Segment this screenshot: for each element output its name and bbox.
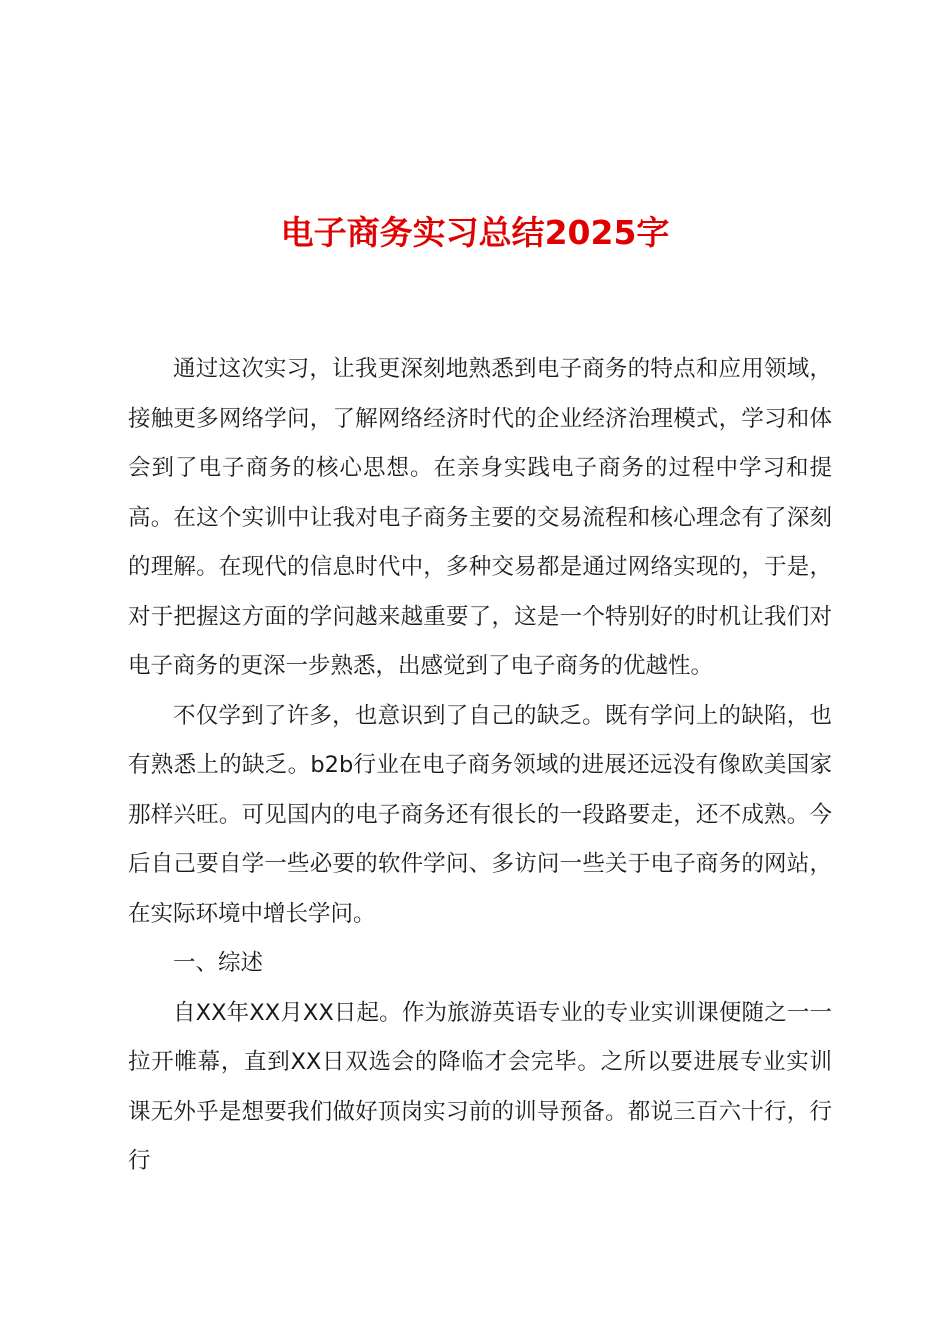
paragraph: 不仅学到了许多，也意识到了自己的缺乏。既有学问上的缺陷，也有熟悉上的缺乏。b2b行业在电子商务领域的进展还远没有像欧美国家那样兴旺。可见国内的电子商务还有很长的一段路要走，还不成熟。今后自己要自学一些必要的软件学问、多访问一些关于电子商务的网站，在实际环境中增长学问。 [128, 702, 832, 927]
document-body [128, 345, 832, 1187]
section-heading: 一、综述 [173, 950, 264, 976]
document-title: 电子商务实习总结2025字 [280, 213, 670, 252]
paragraph: 自XX年XX月XX日起。作为旅游英语专业的专业实训课便随之一一拉开帷幕，直到XX日双选会的降临才会完毕。之所以要进展专业实训课无外乎是想要我们做好顶岗实习前的训导预备。都说三百六十行，行行 [128, 999, 832, 1174]
paragraph: 通过这次实习，让我更深刻地熟悉到电子商务的特点和应用领域，接触更多网络学问，了解网络经济时代的企业经济治理模式，学习和体会到了电子商务的核心思想。在亲身实践电子商务的过程中学习和提高。在这个实训中让我对电子商务主要的交易流程和核心理念有了深刻的理解。在现代的信息时代中，多种交易都是通过网络实现的，于是，对于把握这方面的学问越来越重要了，这是一个特别好的时机让我们对电子商务的更深一步熟悉，出感觉到了电子商务的优越性。 [128, 356, 832, 679]
